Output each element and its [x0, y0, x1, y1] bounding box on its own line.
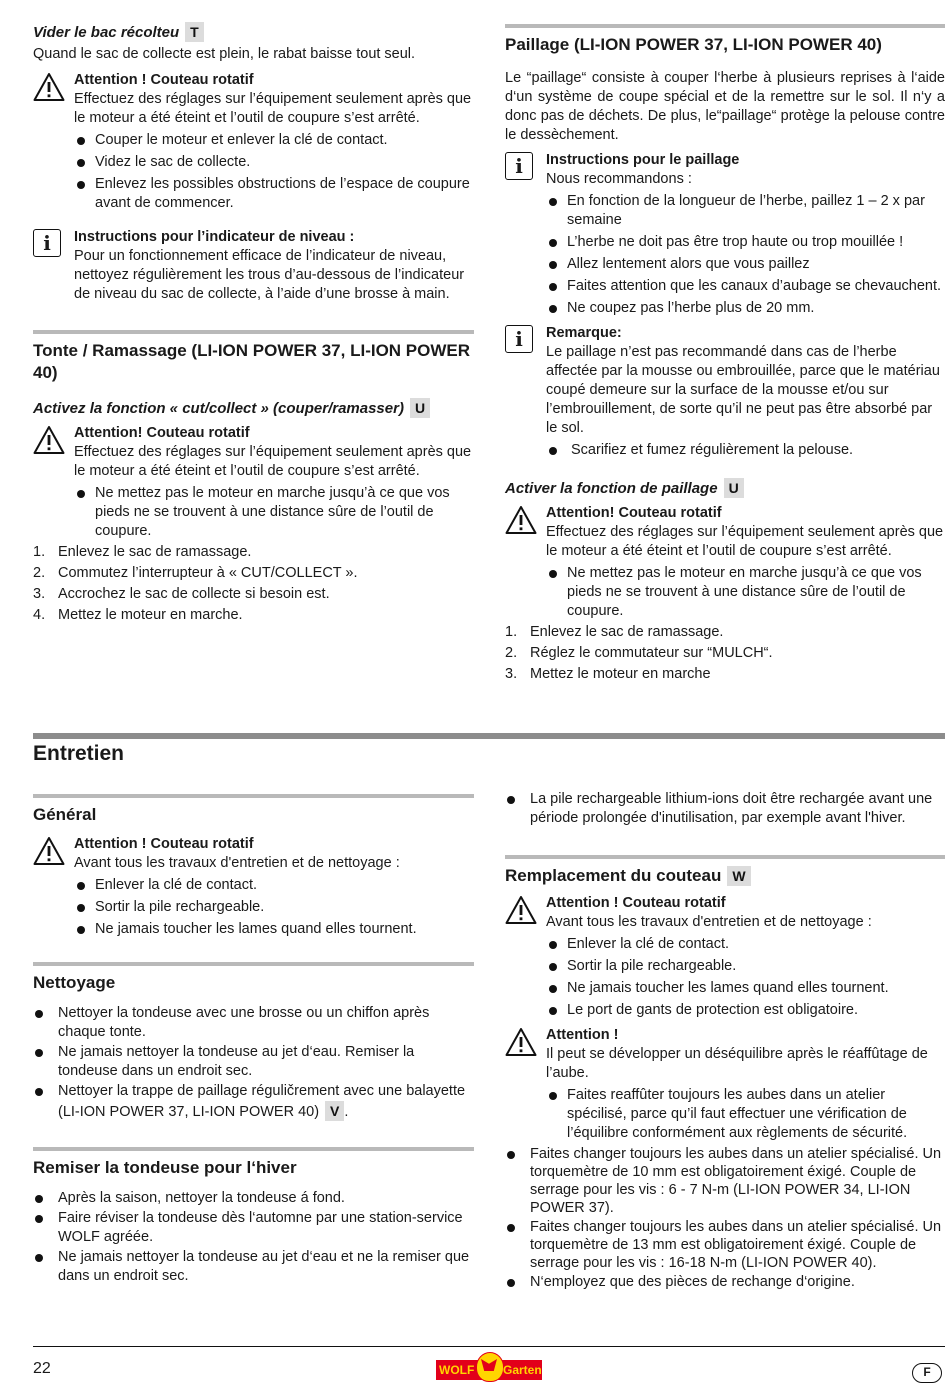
- list-item: La pile rechargeable lithium-ions doit être rechargée avant une période prolongée d'inutilisation, par exemple avant l'hiver.: [505, 790, 945, 828]
- language-badge: F: [912, 1363, 942, 1383]
- figure-badge: W: [727, 866, 750, 886]
- info-text: Pour un fonctionnement efficace de l’indicateur de niveau, nettoyez régulièrement les trous d’au-dessous de l’indicateur de niveau du sac de collecte, à l’aide d’une brosse à main.: [74, 248, 465, 302]
- warning-title: Attention! Couteau rotatif: [74, 425, 250, 441]
- list-item: Couper le moteur et enlever la clé de contact.: [74, 131, 474, 150]
- info-block: [33, 228, 474, 304]
- step-item: 2. Commutez l’interrupteur à « CUT/COLLECT ».: [33, 565, 358, 581]
- warning-triangle-icon: [505, 895, 537, 931]
- chapter-rule: [33, 733, 945, 739]
- list-item: Ne jamais toucher les lames quand elles tournent.: [74, 920, 474, 939]
- list-item: Faites reaffûter toujours les aubes dans un atelier spécilisé, parce qu’il faut effectuer une vérification de l’équilibre conformément aux règlements de sécurité.: [546, 1086, 945, 1143]
- list-item: Ne jamais nettoyer la tondeuse au jet d‘eau. Remiser la tondeuse dans un endroit sec.: [33, 1043, 474, 1081]
- logo-left-text: WOLF: [439, 1363, 475, 1377]
- info-title: Instructions pour l’indicateur de niveau :: [74, 229, 355, 245]
- nettoyage-list: [33, 1004, 474, 1122]
- info-text: Le paillage n’est pas recommandé dans cas de l’herbe affectée par la mousse ou embrouillée, parce que le matériau coupé demeure sur la surface de la mousse et/ou sur l’embrouillement, de sorte qu’il ne peut pas être absorbé par le sol.: [546, 344, 940, 436]
- right-column-bottom: [505, 789, 945, 1292]
- list-item: Ne jamais nettoyer la tondeuse au jet d‘eau et ne la remiser que dans un endroit sec.: [33, 1248, 474, 1286]
- section-heading-nettoyage: Nettoyage: [33, 962, 474, 994]
- chapter-title: Entretien: [33, 742, 125, 765]
- info-block: [505, 324, 945, 460]
- warning-text: Avant tous les travaux d'entretien et de nettoyage :: [546, 914, 872, 930]
- list-item: Sortir la pile rechargeable.: [546, 957, 945, 976]
- figure-badge: U: [724, 478, 744, 498]
- page-number: 22: [33, 1360, 51, 1377]
- warning-triangle-icon: [505, 505, 537, 541]
- step-item: 3. Accrochez le sac de collecte si besoin est.: [33, 586, 330, 602]
- warning-block: [505, 504, 945, 621]
- info-block: [505, 151, 945, 318]
- left-column-top: [33, 22, 474, 625]
- info-icon: i: [505, 325, 533, 353]
- figure-badge: V: [325, 1101, 344, 1121]
- section-heading-remiser: Remiser la tondeuse pour l‘hiver: [33, 1147, 474, 1179]
- section-heading-tonte: Tonte / Ramassage (LI-ION POWER 37, LI-ION POWER 40): [33, 330, 474, 384]
- list-item: Nettoyer la trappe de paillage réguličrement avec une balayette (LI-ION POWER 37, LI-ION POWER 40) V .: [33, 1082, 474, 1122]
- step-item: 3. Mettez le moteur en marche: [505, 666, 711, 682]
- warning-block: [33, 424, 474, 541]
- figure-badge: T: [185, 22, 204, 42]
- figure-badge: U: [410, 398, 430, 418]
- warning-title: Attention ! Couteau rotatif: [74, 72, 254, 88]
- info-title: Instructions pour le paillage: [546, 152, 740, 168]
- paillage-text: Le “paillage“ consiste à couper l‘herbe à plusieurs reprises à l‘aide d‘un système de coupe spécial et de la remettre sur le sol. Il n‘y a donc pas de déchets. De plus, le“paillage“ protège la pelouse contre le dessèchement.: [505, 70, 945, 143]
- subheading-activer-paillage: Activer la fonction de paillage U: [505, 478, 945, 498]
- info-icon: i: [33, 229, 61, 257]
- list-item: Faites changer toujours les aubes dans un atelier spécialisé. Un torquemètre de 10 mm est obligatoirement éxigé. Couple de serrage pour les vis : 6 - 7 N-m (LI-ION POWER 34, LI-ION POWER 37).: [505, 1145, 945, 1217]
- info-icon: i: [505, 152, 533, 180]
- warning-triangle-icon: [505, 1027, 537, 1063]
- warning-block: [33, 71, 474, 213]
- steps-list: [33, 543, 474, 625]
- warning-text: Effectuez des réglages sur l’équipement seulement après que le moteur a été éteint et l’outil de coupure s’est arrêté.: [74, 444, 472, 479]
- warning-title: Attention ! Couteau rotatif: [74, 836, 254, 852]
- right-column-top: [505, 24, 945, 684]
- section-heading-general: Général: [33, 794, 474, 826]
- logo-right-text: Garten: [503, 1363, 542, 1377]
- warning-text: Il peut se développer un déséquilibre après le réaffûtage de l’aube.: [546, 1046, 928, 1081]
- list-item: En fonction de la longueur de l’herbe, paillez 1 – 2 x par semaine: [546, 192, 945, 230]
- step-item: 1. Enlevez le sac de ramassage.: [505, 624, 724, 640]
- subheading-cut-collect: Activez la fonction « cut/collect » (couper/ramasser) U: [33, 398, 474, 418]
- step-item: 2. Réglez le commutateur sur “MULCH“.: [505, 645, 773, 661]
- warning-block: [33, 835, 474, 939]
- warning-triangle-icon: [33, 425, 65, 461]
- remiser-list: [33, 1189, 474, 1286]
- list-item: L’herbe ne doit pas être trop haute ou trop mouillée !: [546, 233, 945, 252]
- list-item: Le port de gants de protection est obligatoire.: [546, 1001, 945, 1020]
- vider-text: Quand le sac de collecte est plein, le rabat baisse tout seul.: [33, 46, 416, 62]
- list-item: Nettoyer la tondeuse avec une brosse ou un chiffon après chaque tonte.: [33, 1004, 474, 1042]
- list-item: Faites attention que les canaux d’aubage se chevauchent.: [546, 277, 945, 296]
- list-item: Enlever la clé de contact.: [546, 935, 945, 954]
- list-item: Ne jamais toucher les lames quand elles tournent.: [546, 979, 945, 998]
- section-heading-couteau: Remplacement du couteau W: [505, 855, 945, 887]
- list-item: Videz le sac de collecte.: [74, 153, 474, 172]
- left-column-bottom: [33, 794, 474, 1286]
- wolf-garten-logo: [436, 1352, 542, 1382]
- list-item: Faites changer toujours les aubes dans un atelier spécialisé. Un torquemètre de 13 mm est obligatoirement éxigé. Couple de serrage pour les vis : 16-18 N-m (LI-ION POWER 40).: [505, 1218, 945, 1272]
- warning-triangle-icon: [33, 72, 65, 108]
- warning-title: Attention !: [546, 1027, 619, 1043]
- step-item: 4. Mettez le moteur en marche.: [33, 607, 243, 623]
- step-item: 1. Enlevez le sac de ramassage.: [33, 544, 252, 560]
- warning-triangle-icon: [33, 836, 65, 872]
- list-item: Ne mettez pas le moteur en marche jusqu’à ce que vos pieds ne se trouvent à une distance sûre de l’outil de coupure.: [546, 564, 945, 621]
- list-item: N‘employez que des pièces de rechange d‘origine.: [505, 1273, 945, 1292]
- warning-block: [505, 894, 945, 1020]
- warning-title: Attention ! Couteau rotatif: [546, 895, 726, 911]
- steps-list: [505, 623, 945, 684]
- list-item: Après la saison, nettoyer la tondeuse á fond.: [33, 1189, 474, 1208]
- couteau-list: [505, 1145, 945, 1292]
- list-item: Allez lentement alors que vous paillez: [546, 255, 945, 274]
- warning-text: Avant tous les travaux d'entretien et de nettoyage :: [74, 855, 400, 871]
- section-heading-paillage: Paillage (LI-ION POWER 37, LI-ION POWER 40): [505, 24, 945, 56]
- footer-rule: [33, 1346, 945, 1347]
- list-item: Enlevez les possibles obstructions de l’espace de coupure avant de commencer.: [74, 175, 474, 213]
- list-item: Sortir la pile rechargeable.: [74, 898, 474, 917]
- warning-text: Effectuez des réglages sur l’équipement seulement après que le moteur a été éteint et l’outil de coupure s’est arrêté.: [546, 524, 944, 559]
- info-text: Nous recommandons :: [546, 171, 692, 187]
- section-heading-vider: Vider le bac récolteu T: [33, 22, 474, 42]
- list-item: Enlever la clé de contact.: [74, 876, 474, 895]
- warning-text: Effectuez des réglages sur l’équipement seulement après que le moteur a été éteint et l’outil de coupure s’est arrêté.: [74, 91, 472, 126]
- list-item: Scarifiez et fumez régulièrement la pelouse.: [546, 441, 945, 460]
- list-item: Faire réviser la tondeuse dès l‘automne par une station-service WOLF agréée.: [33, 1209, 474, 1247]
- warning-title: Attention! Couteau rotatif: [546, 505, 722, 521]
- warning-block: [505, 1026, 945, 1143]
- info-title: Remarque:: [546, 325, 622, 341]
- list-item: Ne mettez pas le moteur en marche jusqu’à ce que vos pieds ne se trouvent à une distance sûre de l’outil de coupure.: [74, 484, 474, 541]
- list-item: Ne coupez pas l’herbe plus de 20 mm.: [546, 299, 945, 318]
